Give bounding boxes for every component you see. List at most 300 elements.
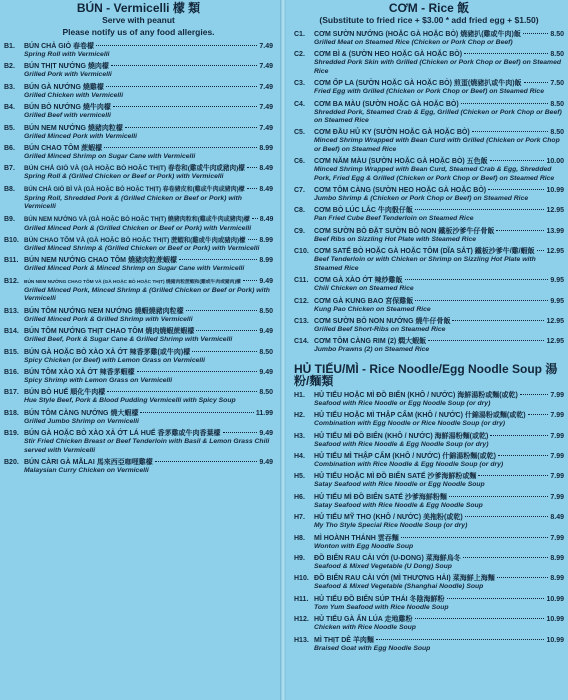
menu-item-code: C9. — [294, 227, 305, 235]
menu-item-price: 10.99 — [546, 636, 564, 644]
menu-item-price: 7.49 — [259, 43, 273, 50]
menu-item-price: 8.50 — [550, 100, 564, 108]
menu-item-name: HỦ TIẾU HOẶC MÌ ĐỒ BIỂN (KHÔ / NƯỚC) 海鮮湯粉或麵(或乾) — [314, 391, 518, 399]
menu-item-code: B4. — [4, 104, 15, 112]
dot-leader — [461, 103, 549, 104]
dot-leader — [496, 230, 544, 231]
menu-item-code: B12. — [4, 277, 19, 285]
menu-item-row — [4, 327, 273, 336]
menu-item-price: 7.99 — [550, 452, 564, 460]
dot-leader — [247, 188, 258, 189]
menu-item-code: C2. — [294, 51, 305, 59]
menu-item-code: C4. — [294, 100, 305, 108]
menu-item-description: Grilled Pork with Vermicelli — [24, 71, 112, 79]
menu-item — [294, 411, 564, 428]
menu-item-price: 8.50 — [550, 129, 564, 137]
menu-item-price: 8.50 — [259, 307, 273, 315]
menu-item-row — [294, 128, 564, 137]
menu-item-name: CƠM SƯỜN BÒ ĐẶT SƯỜN BÒ NON 鐵板沙爹牛仔骨飯 — [314, 227, 495, 235]
dot-leader — [223, 432, 258, 433]
dot-leader — [106, 86, 258, 87]
menu-item-description: Seafood & Mixed Vegetable (U Dong) Soup — [314, 562, 452, 570]
menu-item-price: 9.49 — [259, 328, 273, 336]
menu-item-name: BÚN GÀ HOẶC BÒ XÀO XẢ ỚT LÁ HUẾ 香茅雞或牛肉香葉檬 — [24, 430, 221, 438]
menu-item-description: Wonton with Egg Noodle Soup — [314, 542, 414, 550]
menu-item-code: H8. — [294, 534, 305, 542]
menu-item — [294, 186, 564, 203]
menu-item-description: Tom Yum Seafood with Rice Noodle Soup — [314, 603, 449, 611]
menu-item-name: BÚN TÔM CÀNG NƯỚNG 燒大蝦檬 — [24, 409, 139, 417]
menu-item-description: Beef Tenderloin or with Chicken or Shrimp on Sizzling Hot Plate with Steamed Rice — [314, 256, 536, 272]
menu-item-price: 8.99 — [259, 237, 273, 245]
menu-item-price: 9.95 — [550, 277, 564, 285]
menu-item-description: Shredded Pork Skin with Grilled (Chicken or Pork Chop or Beef) on Steamed Rice — [314, 59, 561, 75]
menu-item-code: B19. — [4, 430, 19, 438]
menu-item-name: HỦ TIẾU MÌ ĐỒ BIỂN (KHÔ / NƯỚC) 海鮮湯粉麵(或乾) — [314, 432, 489, 440]
menu-item — [4, 256, 273, 273]
menu-item — [4, 409, 273, 426]
menu-item-description: Spring Roll with Vermicelli — [24, 51, 110, 58]
menu-item — [294, 493, 564, 510]
menu-item-name: CƠM BÒ LÚC LẮC 牛肉骰仔飯 — [314, 207, 413, 215]
menu-item-price: 8.99 — [259, 145, 273, 153]
menu-item-row — [4, 256, 273, 265]
menu-item-row — [4, 458, 273, 467]
menu-item-price: 12.95 — [546, 338, 564, 346]
menu-item-name: HỦ TIẾU HOẶC MÌ THẬP CẨM (KHÔ / NƯỚC) 什錦湯粉或麵(或乾) — [314, 412, 526, 420]
menu-item-code: H9. — [294, 554, 305, 562]
vermicelli-header — [4, 2, 273, 38]
dot-leader — [478, 475, 548, 476]
menu-item-price: 8.49 — [259, 185, 273, 193]
menu-item-code: B5. — [4, 124, 15, 132]
menu-item-price: 8.50 — [550, 51, 564, 59]
menu-item-row — [294, 411, 564, 420]
menu-item-price: 9.49 — [259, 277, 273, 285]
menu-item-code: B17. — [4, 389, 19, 397]
menu-item — [294, 554, 564, 571]
menu-item-description: Braised Goat with Egg Noodle Soup — [314, 644, 431, 652]
menu-item-price: 10.99 — [546, 187, 564, 195]
menu-item-description: Grilled Chicken with Vermicelli — [24, 91, 124, 99]
menu-item — [294, 636, 564, 653]
dot-leader — [520, 394, 548, 395]
menu-item-code: B7. — [4, 165, 15, 173]
dot-leader — [524, 82, 549, 83]
menu-item-code: H5. — [294, 473, 305, 481]
menu-item-price: 7.99 — [550, 412, 564, 420]
menu-item-row — [4, 277, 273, 287]
dot-leader — [401, 537, 549, 538]
menu-item-row — [4, 144, 273, 153]
menu-item-description: Kung Pao Chicken on Steamed Rice — [314, 305, 431, 313]
menu-item-name: CƠM ỐP LA (SƯỜN HOẶC GÀ HOẶC BÒ) 煎蛋(燒豬扒或牛肉)飯 — [314, 80, 522, 88]
menu-item-row — [4, 103, 273, 112]
menu-item-name: CƠM BÌ & (SƯỜN HEO HOẶC GÀ HOẶC BÒ) — [314, 51, 463, 59]
dot-leader — [490, 435, 548, 436]
menu-item-code: H10. — [294, 575, 309, 583]
menu-item-row — [294, 186, 564, 195]
menu-item — [294, 472, 564, 489]
menu-item-description: Combination with Rice Noodle & Egg Noodle Soup (or dry) — [314, 460, 504, 468]
menu-item — [294, 595, 564, 612]
menu-item-description: Grilled Jumbo Shrimp on Vermicelli — [24, 417, 139, 425]
menu-item-row — [294, 317, 564, 326]
menu-item-row — [294, 513, 564, 522]
dot-leader — [104, 147, 257, 148]
menu-item-code: C13. — [294, 317, 309, 325]
vermicelli-item-list — [4, 42, 273, 475]
menu-item-code: H3. — [294, 432, 305, 440]
menu-item-row — [294, 100, 564, 109]
menu-item-description: Minced Shrimp Wrapped with Bean Curd with Grilled (Chicken or Pork Chop or Beef) on Steamed Rice — [314, 137, 560, 153]
menu-item-code: C11. — [294, 277, 309, 285]
menu-item-price: 8.50 — [259, 389, 273, 397]
menu-item-row — [4, 368, 273, 377]
menu-item-name: CƠM TÔM CÀNG RIM (2) 燜大蝦飯 — [314, 338, 427, 346]
menu-item-code: B6. — [4, 145, 15, 153]
menu-item-code: H4. — [294, 452, 305, 460]
dot-leader — [247, 167, 257, 168]
menu-item-code: B10. — [4, 237, 19, 245]
menu-item-row — [294, 50, 564, 59]
menu-item-name: BÚN NEM NƯỚNG VÀ (GÀ HOẶC BÒ HOẶC THỊT) 燒豬肉粒和(雞或牛肉或豬肉)檬 — [24, 216, 250, 223]
menu-item-name: CƠM SƯỜN NƯỚNG (HOẶC GÀ HOẶC BÒ) 燒豬扒(雞或牛肉)飯 — [314, 31, 521, 38]
menu-item-name: BÚN NEM NƯỚNG CHAO TÔM 燒豬肉粒蔗蝦檬 — [24, 257, 177, 265]
menu-item-row — [4, 215, 273, 225]
menu-item-row — [294, 276, 564, 285]
menu-item-code: C7. — [294, 187, 305, 195]
menu-item — [294, 79, 564, 96]
menu-item-price: 10.00 — [546, 158, 564, 166]
menu-item-price: 9.49 — [259, 368, 273, 376]
dot-leader — [472, 131, 549, 132]
menu-item-price: 7.49 — [259, 124, 273, 132]
vermicelli-subtitle: Serve with peanut — [102, 15, 175, 25]
menu-item — [4, 327, 273, 344]
dot-leader — [523, 33, 549, 34]
menu-item-name: CƠM BA MÀU (SƯỜN HOẶC GÀ HOẶC BÒ) — [314, 100, 459, 108]
menu-item-name: HỦ TIẾU HOẶC MÌ ĐỒ BIỂN SATẾ 沙爹海鮮粉或麵 — [314, 473, 477, 481]
menu-item-price: 8.99 — [259, 257, 273, 265]
menu-item — [4, 429, 273, 455]
menu-item-description: Grilled Meat on Steamed Rice (Chicken or Pork Chop or Beef) — [314, 39, 513, 46]
menu-item-code: H11. — [294, 595, 309, 603]
dot-leader — [415, 300, 548, 301]
menu-item-row — [294, 574, 564, 583]
menu-item-price: 7.99 — [550, 473, 564, 481]
menu-item — [294, 128, 564, 154]
menu-item-price: 9.49 — [259, 430, 273, 438]
menu-item — [294, 337, 564, 354]
menu-item-description: Grilled Beef, Pork & Sugar Cane & Grilled Shrimp with Vermicelli — [24, 336, 233, 344]
menu-item-code: C6. — [294, 158, 305, 166]
menu-item-row — [294, 337, 564, 346]
dot-leader — [192, 351, 257, 352]
menu-item-description: Pan Fried Cube Beef Tenderloin on Steamed Rice — [314, 215, 474, 223]
menu-item-price: 8.49 — [259, 165, 273, 173]
menu-item — [294, 297, 564, 314]
menu-item-code: C1. — [294, 31, 305, 38]
dot-leader — [415, 618, 545, 619]
menu-item-description: Shredded Pork, Steamed Crab & Egg, Grilled (Chicken or Pork Chop or Beef) on Steamed Rice — [314, 108, 562, 125]
menu-item-description: Jumbo Prawns (2) on Steamed Rice — [314, 346, 430, 354]
menu-item-row — [294, 79, 564, 88]
dot-leader — [465, 516, 549, 517]
menu-item-description: My Tho Style Special Rice Noodle Soup (or dry) — [314, 522, 468, 530]
menu-item-description: Minced Shrimp Wrapped with Bean Curd, Steamed Crab & Egg, Shredded Pork, Fried Egg & Grilled (Chicken or Pork Chop or Beef) on Steamed Rice — [314, 166, 555, 182]
menu-item-name: BÚN CHẢ GIÒ BÌ VÀ (GÀ HOẶC BÒ HOẶC THỊT) 春卷豬皮和(雞或牛肉或豬肉)檬 — [24, 186, 245, 193]
menu-item-row — [294, 493, 564, 502]
menu-item-description: Grilled Minced Shrimp & (Grilled Chicken or Beef or Pork) with Vermicelli — [24, 245, 260, 253]
menu-item-row — [294, 157, 564, 166]
menu-item-name: BÚN TÔM NƯỚNG THỊT CHAO TÔM 燒肉燒蝦蔗蝦檬 — [24, 328, 195, 336]
menu-item — [294, 30, 564, 47]
menu-item-row — [4, 348, 273, 357]
menu-item-code: C12. — [294, 297, 309, 305]
menu-item-row — [294, 636, 564, 645]
menu-item-name: HỦ TIẾU MỸ THO (KHÔ / NƯỚC) 美拖粉(或乾) — [314, 514, 463, 522]
menu-item-code: C14. — [294, 338, 309, 346]
menu-item — [294, 615, 564, 632]
menu-item-code: B2. — [4, 63, 15, 71]
menu-item-description: Beef Ribs on Sizzling Hot Plate with Steamed Rice — [314, 235, 477, 243]
menu-item-description: Grilled Beef with vermicelli — [24, 112, 111, 120]
menu-item-row — [294, 452, 564, 461]
menu-item-row — [294, 30, 564, 39]
menu-item-price: 7.49 — [259, 83, 273, 91]
menu-item — [4, 185, 273, 212]
menu-item — [4, 307, 273, 324]
dot-leader — [464, 53, 548, 54]
menu-item-row — [294, 297, 564, 306]
rice-subtitle: (Substitute to fried rice + $3.00 * add fried egg + $1.50) — [319, 15, 539, 25]
menu-item-price: 7.49 — [259, 63, 273, 71]
menu-item-price: 8.50 — [550, 31, 564, 38]
menu-item-description: Seafood & Mixed Vegetable (Shanghai Noodle) Soup — [314, 583, 484, 591]
menu-item-name: BÚN CHAO TÔM 蔗蝦檬 — [24, 145, 103, 153]
menu-item-row — [294, 432, 564, 441]
dot-leader — [428, 340, 544, 341]
menu-item — [294, 227, 564, 244]
menu-item-description: Seafood with Rice Noodle or Egg Noodle Soup (or dry) — [314, 399, 491, 407]
menu-item-name: BÚN CHAO TÔM VÀ (GÀ HOẶC BÒ HOẶC THỊT) 蔗蝦和(雞或牛肉或豬肉)檬 — [24, 237, 246, 245]
dot-leader — [415, 209, 545, 210]
menu-item — [4, 164, 273, 181]
dot-leader — [488, 189, 544, 190]
menu-item — [294, 432, 564, 449]
menu-item-name: BÚN GÀ NƯỚNG 燒雞檬 — [24, 83, 104, 91]
rice-title: CƠM - Rice 飯 — [388, 1, 470, 15]
menu-item-description: Satay Seafood with Rice Noodle or Egg Noodle Soup — [314, 481, 485, 489]
menu-item-row — [294, 595, 564, 604]
menu-item-name: HỦ TIẾU ĐỒ BIỂN SÚP THÁI 冬陰海鮮粉 — [314, 595, 445, 603]
menu-item-row — [4, 164, 273, 173]
menu-item — [4, 103, 273, 120]
dot-leader — [137, 371, 258, 372]
menu-item-code: H2. — [294, 412, 305, 420]
menu-item-name: CƠM ĐẦU HỦ KY (SƯỜN HOẶC GÀ HOẶC BÒ) — [314, 129, 470, 137]
menu-item-row — [294, 247, 564, 256]
menu-item-name: BÚN BÒ HUẾ 順化牛肉檬 — [24, 389, 106, 397]
menu-item-code: H7. — [294, 514, 305, 522]
menu-item-description: Grilled Beef Short-Ribs on Steamed Rice — [314, 325, 446, 333]
dot-leader — [463, 557, 549, 558]
menu-item-row — [294, 227, 564, 236]
allergy-notice: Please notify us of any food allergies. — [62, 27, 215, 37]
dot-leader — [196, 330, 257, 331]
dot-leader — [243, 280, 258, 281]
menu-item-price: 12.95 — [546, 248, 564, 256]
menu-item-price: 9.95 — [550, 297, 564, 305]
menu-item-row — [4, 83, 273, 92]
menu-item-row — [4, 62, 273, 71]
menu-item-price: 9.49 — [259, 458, 273, 466]
menu-item-description: Fried Egg with Grilled (Chicken or Pork Chop or Beef) on Steamed Rice — [314, 88, 544, 96]
menu-item-price: 12.95 — [546, 317, 564, 325]
menu-item-description: Spring Roll, Shredded Pork & (Grilled Chicken or Beef or Pork) with Vermicelli — [24, 194, 242, 211]
menu-item — [294, 391, 564, 408]
menu-item — [294, 206, 564, 223]
dot-leader — [186, 310, 258, 311]
menu-item — [4, 124, 273, 141]
dot-leader — [528, 414, 549, 415]
menu-item — [294, 247, 564, 273]
menu-item-code: B15. — [4, 348, 19, 356]
menu-item-description: Grilled Minced Pork with Vermicelli — [24, 132, 138, 140]
menu-item-price: 13.99 — [546, 227, 564, 235]
menu-item-name: MÌ HOÀNH THÁNH 雲吞麵 — [314, 534, 399, 542]
dot-leader — [125, 127, 257, 128]
menu-item-name: BÚN CHẢ GIÒ 春卷檬 — [24, 43, 94, 50]
menu-item-name: BÚN CHẢ GIÒ VÀ (GÀ HOẶC BÒ HOẶC THỊT) 春卷和(雞或牛肉或豬肉)檬 — [24, 165, 245, 173]
menu-item-row — [4, 307, 273, 316]
menu-item — [4, 42, 273, 59]
menu-item-row — [294, 554, 564, 563]
menu-item — [294, 276, 564, 293]
menu-item-price: 8.50 — [259, 348, 273, 356]
menu-item-price: 8.99 — [550, 575, 564, 583]
menu-item-price: 7.99 — [550, 391, 564, 399]
dot-leader — [252, 218, 258, 219]
menu-item-price: 8.49 — [550, 514, 564, 522]
menu-item-description: Grilled Minced Pork, Minced Shrimp & (Grilled Chicken or Beef or Pork) with Vermicelli — [24, 286, 270, 303]
menu-item-description: Grilled Minced Pork & Grilled Shrimp with Vermicelli — [24, 315, 193, 323]
dot-leader — [376, 639, 545, 640]
dot-leader — [497, 577, 549, 578]
dot-leader — [107, 391, 257, 392]
menu-item — [294, 513, 564, 530]
dot-leader — [490, 160, 545, 161]
menu-item — [4, 348, 273, 365]
dot-leader — [179, 259, 257, 260]
menu-item-code: B1. — [4, 43, 15, 50]
menu-item-price: 7.99 — [550, 534, 564, 542]
menu-item-code: H13. — [294, 636, 309, 644]
menu-item-row — [294, 206, 564, 215]
menu-item — [4, 368, 273, 385]
menu-item — [4, 144, 273, 161]
menu-item-code: H12. — [294, 616, 309, 624]
menu-item-price: 8.99 — [550, 554, 564, 562]
menu-item-name: ĐỒ BIỂN RAU CẢI VỚI (MÌ THƯỢNG HẢI) 菜海鮮上海麵 — [314, 575, 495, 583]
dot-leader — [498, 455, 548, 456]
menu-item-price: 10.99 — [546, 616, 564, 624]
menu-item — [4, 83, 273, 100]
menu-item-code: B16. — [4, 368, 19, 376]
menu-item — [294, 100, 564, 126]
menu-item-name: CƠM GÀ KUNG BAO 宮保雞飯 — [314, 297, 414, 305]
menu-item-code: B20. — [4, 458, 19, 466]
menu-item — [294, 317, 564, 334]
menu-item-price: 7.49 — [259, 104, 273, 112]
menu-item-row — [294, 391, 564, 400]
menu-item-row — [4, 409, 273, 418]
menu-item — [4, 458, 273, 475]
menu-item-row — [4, 124, 273, 133]
dot-leader — [452, 320, 544, 321]
menu-item-code: B8. — [4, 185, 15, 193]
dot-leader — [155, 461, 258, 462]
menu-item-description: Grilled Minced Shrimp on Sugar Cane with Vermicelli — [24, 153, 196, 161]
menu-item-name: BÚN THỊT NƯỚNG 燒肉檬 — [24, 63, 109, 71]
menu-item-row — [4, 185, 273, 195]
menu-item-row — [4, 42, 273, 51]
menu-item-description: Seafood with Rice Noodle & Egg Noodle Soup (or dry) — [314, 440, 489, 448]
rice-noodle-column — [286, 0, 568, 700]
menu-item-description: Grilled Minced Pork & (Grilled Chicken or Beef or Pork) with Vermicelli — [24, 224, 252, 232]
menu-item — [4, 62, 273, 79]
menu-item-price: 7.50 — [550, 80, 564, 88]
menu-item — [294, 452, 564, 469]
menu-item-row — [4, 388, 273, 397]
menu-item-row — [294, 615, 564, 624]
menu-item-description: Malaysian Curry Chicken on Vermicelli — [24, 466, 149, 474]
menu-item — [294, 534, 564, 551]
menu-item-description: Hue Style Beef, Pork & Blood Pudding Vermicelli with Spicy Soup — [24, 397, 236, 405]
menu-item-row — [294, 534, 564, 543]
menu-item-price: 7.99 — [550, 493, 564, 501]
menu-item — [294, 574, 564, 591]
menu-item-name: MÌ THỊT DÊ 羊肉麵 — [314, 636, 374, 644]
menu-item-name: CƠM SATẾ BÒ HOẶC GÀ HOẶC TÔM (DĨA SẮT) 鐵板沙爹牛/雞/蝦飯 — [314, 248, 535, 256]
menu-item-name: BÚN TÔM NƯỚNG NEM NƯỚNG 燒蝦燒豬肉粒檬 — [24, 307, 184, 315]
menu-item-price: 11.99 — [255, 409, 273, 417]
dot-leader — [113, 106, 258, 107]
menu-item-description: Spring Roll & (Grilled Chicken or Beef or Pork) with Vermicelli — [24, 173, 224, 181]
menu-item-description: Chili Chicken on Steamed Rice — [314, 285, 414, 293]
dot-leader — [140, 412, 253, 413]
menu-item-code: C5. — [294, 129, 305, 137]
dot-leader — [405, 279, 549, 280]
menu-item-description: Stir Fried Chicken Breast or Beef Tenderloin with Basil & Lemon Grass Chili served with Vermicelli — [24, 438, 270, 454]
menu-item-name: BÚN TÔM XÀO XẢ ỚT 辣香茅蝦檬 — [24, 368, 135, 376]
menu-item-code: B3. — [4, 83, 15, 91]
menu-item-row — [294, 472, 564, 481]
menu-item-code: B18. — [4, 409, 19, 417]
menu-item-name: CƠM NĂM MÀU (SƯỜN HOẶC GÀ HOẶC BÒ) 五色飯 — [314, 158, 488, 166]
menu-item-row — [4, 429, 273, 438]
menu-item-description: Chicken with Rice Noodle Soup — [314, 624, 416, 632]
menu-item-name: BÚN NEM NƯỚNG CHAO TÔM VÀ (GÀ HOẶC BÒ HOẶC THỊT) 燒豬肉粒蔗蝦和(雞或牛肉或豬肉)檬 — [24, 279, 241, 285]
menu-item-price: 12.95 — [546, 207, 564, 215]
menu-item-name: BÚN GÀ HOẶC BÒ XÀO XẢ ỚT 辣香茅雞(或牛肉)檬 — [24, 348, 191, 356]
menu-item-price: 8.49 — [259, 215, 274, 223]
menu-item — [4, 277, 273, 304]
menu-item-code: H1. — [294, 391, 305, 399]
menu-item-name: CƠM TÔM CÀNG (SƯỜN HEO HOẶC GÀ HOẶC BÒ) — [314, 187, 487, 195]
menu-item-description: Jumbo Shrimp & (Chicken or Pork Chop or Beef) on Steamed Rice — [314, 195, 529, 203]
